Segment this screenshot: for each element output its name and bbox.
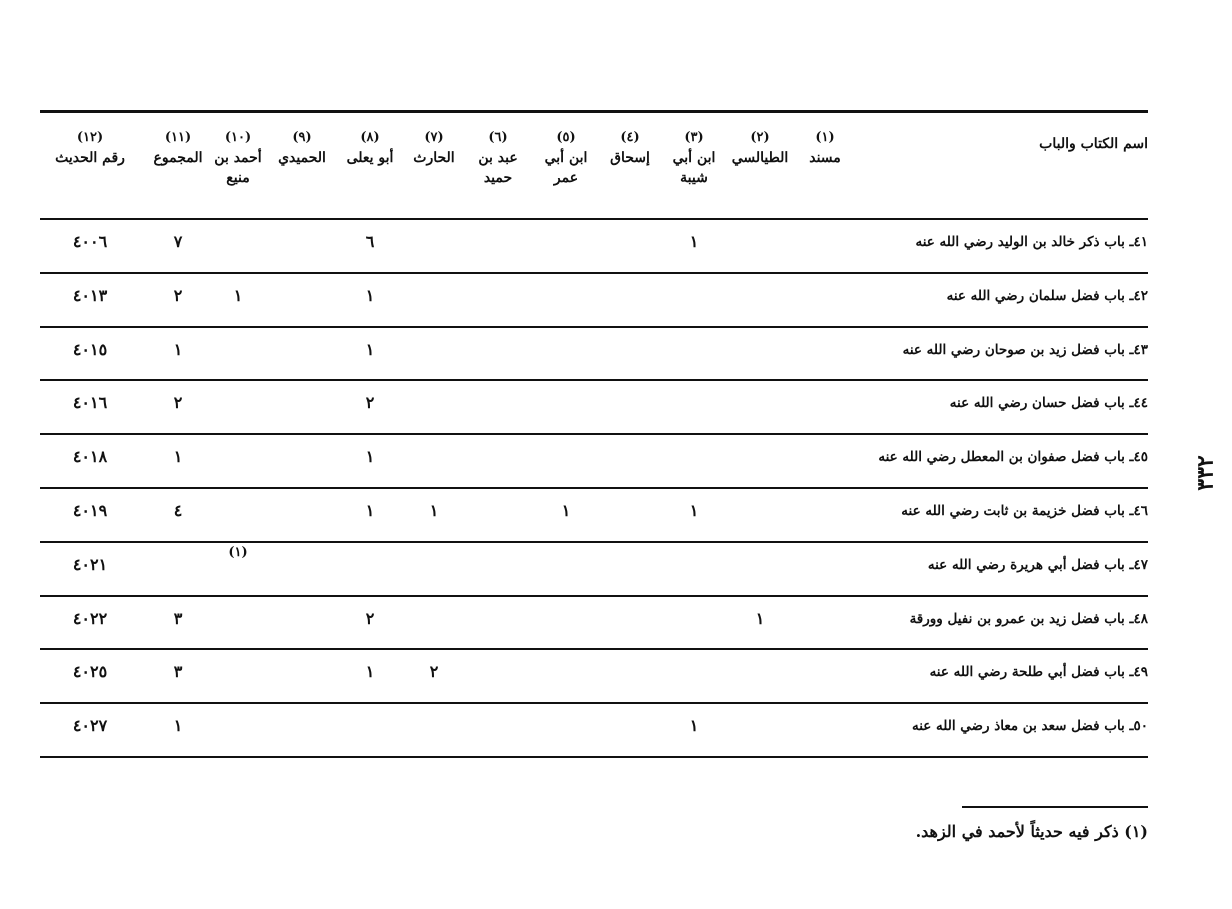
chapter-title: ٤٣ـ باب فضل زيد بن صوحان رضي الله عنه — [902, 341, 1148, 358]
table-cell: ١ — [365, 447, 375, 467]
column-number: (٦) — [488, 130, 508, 145]
column-number: (٥) — [556, 130, 576, 145]
column-label: مسند — [809, 150, 841, 166]
table-top-rule — [40, 110, 1148, 113]
column-number: (٤) — [620, 130, 640, 145]
column-number: (١٢) — [76, 130, 104, 145]
table-cell: ٣ — [173, 662, 183, 682]
table-cell: ٦ — [365, 232, 375, 251]
column-number: (١٠) — [224, 130, 252, 145]
table-cell: ٤٠٢٧ — [72, 716, 108, 736]
table-cell: ٢ — [173, 285, 183, 305]
chapter-title: ٤٨ـ باب فضل زيد بن عمرو بن نفيل وورقة — [909, 610, 1148, 627]
column-number: (٩) — [292, 130, 312, 145]
column-header-10 — [208, 128, 268, 188]
table-cell: ١ — [365, 501, 375, 520]
chapter-title: ٤٧ـ باب فضل أبي هريرة رضي الله عنه — [927, 556, 1148, 573]
chapter-title: ٤٦ـ باب فضل خزيمة بن ثابت رضي الله عنه — [901, 503, 1148, 519]
table-cell: ٢ — [173, 393, 183, 413]
table-cell: ١ — [173, 716, 183, 736]
column-header-8 — [340, 128, 400, 168]
page-number: ٣٣٢ — [1192, 455, 1219, 491]
column-label: إسحاق — [610, 150, 650, 166]
footnote-rule — [962, 806, 1148, 808]
table-cell: ١ — [755, 608, 765, 628]
row-rule — [40, 595, 1148, 597]
column-header-7 — [404, 128, 464, 168]
row-rule — [40, 487, 1148, 489]
table-cell: ٤٠١٣ — [72, 285, 108, 305]
column-number: (٢) — [750, 130, 770, 145]
row-rule — [40, 756, 1148, 758]
table-cell: ٤٠١٦ — [72, 393, 108, 413]
column-number: (٨) — [360, 130, 380, 145]
column-number: (٧) — [424, 130, 444, 145]
table-cell: ١ — [689, 232, 699, 251]
table-cell: ١ — [429, 501, 439, 520]
column-label: ابن أبي شيبة — [672, 150, 716, 186]
table-cell: (١) — [228, 544, 248, 560]
table-cell: ٤٠٠٦ — [72, 232, 108, 251]
table-cell: ٢ — [365, 608, 375, 628]
column-header-9 — [267, 128, 337, 168]
chapter-title: ٤٥ـ باب فضل صفوان بن المعطل رضي الله عنه — [878, 449, 1148, 466]
footnote: (١) ذكر فيه حديثاً لأحمد في الزهد. — [915, 822, 1148, 841]
table-cell: ٤ — [173, 501, 183, 520]
column-header-2 — [730, 128, 790, 168]
table-cell: ٤٠٢٢ — [72, 608, 108, 628]
row-rule — [40, 541, 1148, 543]
table-cell: ١ — [365, 662, 375, 682]
column-label: أبو يعلى — [346, 150, 394, 166]
column-header-6 — [468, 128, 528, 188]
column-header-4 — [600, 128, 660, 168]
column-header-5 — [536, 128, 596, 188]
table-cell: ٣ — [173, 608, 183, 628]
table-cell: ٢ — [365, 393, 375, 413]
table-cell: ١ — [689, 716, 699, 736]
row-rule — [40, 379, 1148, 381]
row-rule — [40, 272, 1148, 274]
table-cell: ٤٠١٥ — [72, 339, 108, 359]
table-cell: ٤٠٢١ — [72, 554, 108, 574]
row-rule — [40, 648, 1148, 650]
column-number: (٣) — [684, 130, 704, 145]
table-cell: ١ — [365, 285, 375, 305]
row-rule — [40, 702, 1148, 704]
table-cell: ٧ — [173, 232, 183, 251]
table-cell: ١ — [173, 447, 183, 467]
row-rule — [40, 326, 1148, 328]
table-cell: ٢ — [429, 662, 439, 682]
table-cell: ٤٠١٨ — [72, 447, 108, 467]
table-cell: ١ — [365, 339, 375, 359]
chapter-title: ٤١ـ باب ذكر خالد بن الوليد رضي الله عنه — [915, 234, 1148, 250]
chapter-column-header: اسم الكتاب والباب — [1039, 136, 1148, 152]
header-rule — [40, 218, 1148, 220]
row-rule — [40, 433, 1148, 435]
column-label: أحمد بن منيع — [214, 150, 262, 186]
column-label: المجموع — [153, 150, 203, 166]
column-number: (١١) — [164, 130, 192, 145]
column-label: الحارث — [413, 150, 455, 166]
table-cell: ١ — [233, 285, 243, 305]
chapter-title: ٤٩ـ باب فضل أبي طلحة رضي الله عنه — [929, 664, 1148, 681]
column-label: رقم الحديث — [55, 150, 125, 166]
column-label: الحميدي — [278, 150, 326, 166]
table-cell: ٤٠٢٥ — [72, 662, 108, 682]
column-header-12 — [50, 128, 130, 168]
column-header-3 — [664, 128, 724, 188]
table-cell: ٤٠١٩ — [72, 501, 108, 520]
chapter-title: ٥٠ـ باب فضل سعد بن معاذ رضي الله عنه — [911, 718, 1148, 735]
column-number: (١) — [815, 130, 835, 145]
chapter-title: ٤٤ـ باب فضل حسان رضي الله عنه — [949, 395, 1148, 412]
column-label: عبد بن حميد — [478, 150, 518, 186]
chapter-title: ٤٢ـ باب فضل سلمان رضي الله عنه — [946, 287, 1148, 304]
column-label: ابن أبي عمر — [544, 150, 588, 186]
table-cell: ١ — [689, 501, 699, 520]
column-label: الطيالسي — [731, 150, 789, 166]
table-cell: ١ — [561, 501, 571, 520]
column-header-11 — [148, 128, 208, 168]
table-cell: ١ — [173, 339, 183, 359]
column-header-1 — [795, 128, 855, 168]
